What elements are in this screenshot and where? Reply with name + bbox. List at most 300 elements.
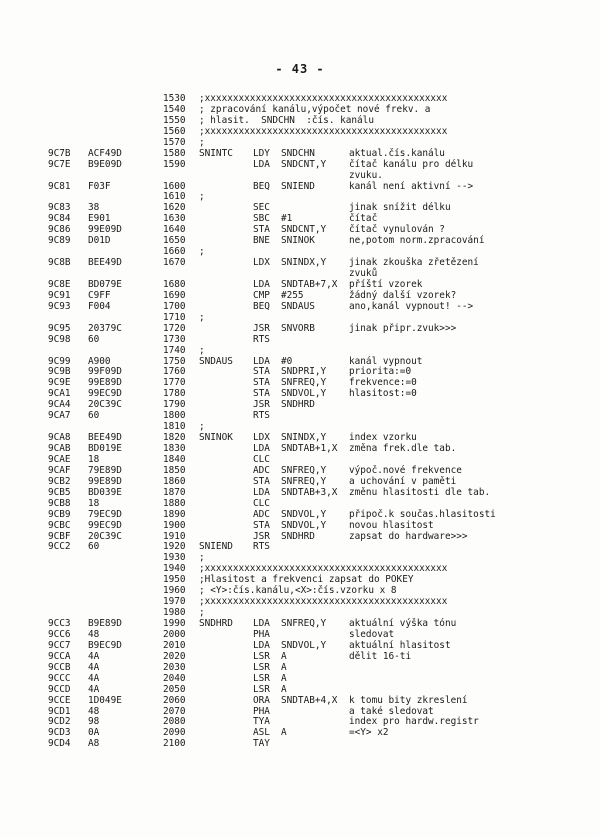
listing-line	[48, 707, 593, 718]
line-number: 1830	[163, 443, 186, 454]
line-address: 9C83	[48, 202, 71, 214]
line-machine-code: BD039E	[88, 486, 122, 498]
line-comment: aktuální výška tónu	[349, 618, 457, 629]
line-machine-code: 98	[88, 716, 100, 728]
line-number: 1740	[163, 344, 186, 356]
line-number: 1870	[163, 486, 186, 498]
line-address: 9CB5	[48, 486, 71, 498]
line-number: 1770	[163, 377, 186, 389]
listing-line	[48, 324, 593, 335]
line-number: 1890	[163, 508, 186, 520]
line-operand: SNDVOL,Y	[281, 519, 327, 531]
line-machine-code: 60	[88, 410, 100, 422]
line-machine-code: 48	[88, 628, 100, 640]
line-opcode: LSR	[253, 661, 270, 673]
line-operand: A	[281, 727, 287, 739]
line-opcode: LSR	[253, 672, 270, 684]
line-opcode: LDA	[253, 639, 270, 651]
listing-line	[48, 641, 593, 652]
listing-line	[48, 258, 593, 269]
line-address: 9C8E	[48, 278, 71, 290]
line-address: 9CA7	[48, 410, 71, 422]
line-comment: připoč.k součas.hlasitosti	[349, 508, 496, 520]
line-comment: změna frek.dle tab.	[349, 443, 457, 454]
line-comment-text: ;xxxxxxxxxxxxxxxxxxxxxxxxxxxxxxxxxxxxxxxxxxx	[199, 596, 448, 608]
line-address: 9CC3	[48, 618, 71, 629]
line-comment: sledovat	[349, 628, 395, 640]
line-operand: SNDHRD	[281, 399, 315, 411]
line-address: 9C98	[48, 333, 71, 345]
listing-line	[48, 127, 593, 138]
line-machine-code: 0A	[88, 727, 100, 739]
page-number: - 43 -	[275, 62, 325, 76]
line-number: 1580	[163, 147, 186, 159]
listing-line	[48, 510, 593, 521]
line-machine-code: 99E89D	[88, 475, 122, 487]
line-label: SNIEND	[199, 541, 233, 553]
line-machine-code: B9E89D	[88, 618, 122, 629]
line-operand: SNFREQ,Y	[281, 618, 327, 629]
line-number: 1950	[163, 574, 186, 586]
line-comment: index pro hardw.registr	[349, 716, 479, 728]
listing-line	[48, 674, 593, 685]
line-number: 1910	[163, 530, 186, 542]
line-machine-code: 38	[88, 202, 100, 214]
line-opcode: PHA	[253, 628, 270, 640]
line-comment-text: ;	[199, 246, 205, 258]
line-machine-code: 99EC9D	[88, 519, 122, 531]
line-operand: A	[281, 683, 287, 695]
line-comment: ano,kanál vypnout! -->	[349, 300, 474, 312]
listing-line	[48, 313, 593, 324]
line-comment: jinak připr.zvuk>>>	[349, 322, 457, 334]
line-machine-code: B9E09D	[88, 158, 122, 170]
line-opcode: LSR	[253, 650, 270, 662]
line-machine-code: BD019E	[88, 443, 122, 454]
listing-line	[48, 400, 593, 411]
line-number: 1970	[163, 596, 186, 608]
line-machine-code: 20C39C	[88, 399, 122, 411]
line-opcode: CLC	[253, 453, 270, 465]
line-comment: čítač kanálu pro délku	[349, 158, 474, 170]
line-number: 2020	[163, 650, 186, 662]
line-comment-text: ;	[199, 421, 205, 433]
line-operand: SNINDX,Y	[281, 257, 327, 269]
line-operand: SNFREQ,Y	[281, 377, 327, 389]
line-number: 1550	[163, 114, 186, 126]
line-machine-code: 99E09D	[88, 224, 122, 236]
line-operand: A	[281, 650, 287, 662]
listing-line	[48, 444, 593, 455]
line-comment: čítač	[349, 213, 378, 225]
line-machine-code: 4A	[88, 650, 100, 662]
line-opcode: LDA	[253, 158, 270, 170]
listing-line	[48, 411, 593, 422]
line-operand: SNDHRD	[281, 530, 315, 542]
line-address: 9CBC	[48, 519, 71, 531]
line-address: 9CCA	[48, 650, 71, 662]
line-opcode: LDX	[253, 432, 270, 444]
line-opcode: LDA	[253, 278, 270, 290]
line-comment-text: ;xxxxxxxxxxxxxxxxxxxxxxxxxxxxxxxxxxxxxxxxxxx	[199, 563, 448, 575]
listing-line	[48, 663, 593, 674]
line-opcode: BEQ	[253, 300, 270, 312]
line-operand: SNDCHN	[281, 147, 315, 159]
line-comment: čítač vynulován ?	[349, 224, 445, 236]
line-number: 1600	[163, 180, 186, 192]
listing-line	[48, 488, 593, 499]
line-address: 9CD1	[48, 705, 71, 717]
listing-line	[48, 619, 593, 630]
line-address: 9CB8	[48, 497, 71, 509]
line-address: 9C91	[48, 289, 71, 301]
line-number: 1640	[163, 224, 186, 236]
line-label: SNINOK	[199, 432, 233, 444]
line-machine-code: D01D	[88, 235, 111, 247]
line-operand: SNDCNT,Y	[281, 158, 327, 170]
line-operand: SNVORB	[281, 322, 315, 334]
line-opcode: STA	[253, 377, 270, 389]
line-number: 1800	[163, 410, 186, 422]
line-operand: SNIEND	[281, 180, 315, 192]
line-number: 2000	[163, 628, 186, 640]
listing-line	[48, 542, 593, 553]
line-address: 9C95	[48, 322, 71, 334]
line-address: 9CAE	[48, 453, 71, 465]
line-number: 1820	[163, 432, 186, 444]
line-opcode: RTS	[253, 541, 270, 553]
line-operand: SNFREQ,Y	[281, 464, 327, 476]
line-number: 1620	[163, 202, 186, 214]
line-machine-code: 99EC9D	[88, 388, 122, 400]
line-number: 1930	[163, 552, 186, 564]
listing-line	[48, 521, 593, 532]
line-comment-text: ; hlasit. SNDCHN :čís. kanálu	[199, 114, 374, 126]
line-machine-code: BEE49D	[88, 432, 122, 444]
listing-line	[48, 685, 593, 696]
line-number: 2070	[163, 705, 186, 717]
line-opcode: TAY	[253, 738, 270, 750]
line-comment-text: ;	[199, 607, 205, 619]
line-number: 2040	[163, 672, 186, 684]
line-address: 9CCD	[48, 683, 71, 695]
line-address: 9C86	[48, 224, 71, 236]
line-comment: žádný další vzorek?	[349, 289, 457, 301]
line-machine-code: BEE49D	[88, 257, 122, 269]
line-opcode: LDA	[253, 486, 270, 498]
line-operand: A	[281, 661, 287, 673]
line-machine-code: 20C39C	[88, 530, 122, 542]
listing-line	[48, 149, 593, 160]
line-comment-text: ;	[199, 311, 205, 323]
line-machine-code: 79E89D	[88, 464, 122, 476]
line-machine-code: B9EC9D	[88, 639, 122, 651]
line-address: 9C7E	[48, 158, 71, 170]
line-comment: kanál vypnout	[349, 355, 423, 367]
line-operand: SNDVOL,Y	[281, 639, 327, 651]
line-machine-code: 48	[88, 705, 100, 717]
line-number: 1780	[163, 388, 186, 400]
line-comment: aktuální hlasitost	[349, 639, 451, 651]
line-opcode: RTS	[253, 410, 270, 422]
line-address: 9CD3	[48, 727, 71, 739]
listing-line	[48, 236, 593, 247]
line-number: 1650	[163, 235, 186, 247]
line-number: 1700	[163, 300, 186, 312]
line-number: 2090	[163, 727, 186, 739]
line-opcode: STA	[253, 224, 270, 236]
line-address: 9CC6	[48, 628, 71, 640]
line-operand: SNINOK	[281, 235, 315, 247]
line-number: 1570	[163, 136, 186, 148]
line-comment: novou hlasitost	[349, 519, 434, 531]
line-opcode: ASL	[253, 727, 270, 739]
line-address: 9CCE	[48, 694, 71, 706]
line-comment: zapsat do hardware>>>	[349, 530, 468, 542]
line-machine-code: C9FF	[88, 289, 111, 301]
line-number: 1760	[163, 366, 186, 378]
line-label: SNDAUS	[199, 355, 233, 367]
line-operand: A	[281, 672, 287, 684]
line-address: 9CB9	[48, 508, 71, 520]
listing-line	[48, 160, 593, 171]
listing-line	[48, 728, 593, 739]
line-comment-text: ; <Y>:čís.kanálu,<X>:čís.vzorku x 8	[199, 585, 397, 597]
line-opcode: ADC	[253, 508, 270, 520]
listing-line	[48, 192, 593, 203]
line-opcode: CLC	[253, 497, 270, 509]
line-machine-code: A900	[88, 355, 111, 367]
line-operand: SNDAUS	[281, 300, 315, 312]
line-comment: jinak zkouška zřetězení	[349, 257, 479, 269]
line-machine-code: 99E89D	[88, 377, 122, 389]
line-address: 9C99	[48, 355, 71, 367]
line-address: 9C84	[48, 213, 71, 225]
line-comment: aktual.čís.kanálu	[349, 147, 445, 159]
line-number: 1940	[163, 563, 186, 575]
line-machine-code: 1D049E	[88, 694, 122, 706]
line-opcode: STA	[253, 475, 270, 487]
line-number: 1990	[163, 618, 186, 629]
line-number: 2060	[163, 694, 186, 706]
line-opcode: LDA	[253, 618, 270, 629]
line-address: 9CD4	[48, 738, 71, 750]
listing-line	[48, 182, 593, 193]
line-address: 9C93	[48, 300, 71, 312]
line-machine-code: 4A	[88, 683, 100, 695]
line-number: 2080	[163, 716, 186, 728]
line-opcode: LDA	[253, 355, 270, 367]
line-opcode: LDY	[253, 147, 270, 159]
listing-line	[48, 597, 593, 608]
line-comment-text: ;	[199, 552, 205, 564]
listing-line	[48, 280, 593, 291]
line-machine-code: 4A	[88, 661, 100, 673]
line-opcode: RTS	[253, 333, 270, 345]
listing-line	[48, 389, 593, 400]
line-comment-text: ;	[199, 136, 205, 148]
line-address: 9CA4	[48, 399, 71, 411]
line-opcode: STA	[253, 366, 270, 378]
line-opcode: JSR	[253, 322, 270, 334]
line-number: 1670	[163, 257, 186, 269]
line-machine-code: 99F09D	[88, 366, 122, 378]
line-operand: SNDTAB+4,X	[281, 694, 338, 706]
line-machine-code: F004	[88, 300, 111, 312]
line-comment: k tomu bity zkreslení	[349, 694, 468, 706]
line-address: 9C7B	[48, 147, 71, 159]
line-address: 9C9E	[48, 377, 71, 389]
line-label: SNDHRD	[199, 618, 233, 629]
line-operand: SNDPRI,Y	[281, 366, 327, 378]
line-number: 1680	[163, 278, 186, 290]
line-comment: dělit 16-ti	[349, 650, 412, 662]
line-address: 9CAF	[48, 464, 71, 476]
line-number: 1660	[163, 246, 186, 258]
line-comment-text: ; zpracování kanálu,výpočet nové frekv. a	[199, 103, 431, 115]
line-comment: jinak snížit délku	[349, 202, 451, 214]
line-opcode: BNE	[253, 235, 270, 247]
line-machine-code: 4A	[88, 672, 100, 684]
line-number: 2100	[163, 738, 186, 750]
listing-line	[48, 499, 593, 510]
line-opcode: SBC	[253, 213, 270, 225]
line-number: 1690	[163, 289, 186, 301]
line-address: 9CA1	[48, 388, 71, 400]
line-address: 9CBF	[48, 530, 71, 542]
line-operand: #0	[281, 355, 293, 367]
line-opcode: LSR	[253, 683, 270, 695]
line-comment: zvuku.	[349, 169, 383, 181]
line-opcode: SEC	[253, 202, 270, 214]
line-number: 1900	[163, 519, 186, 531]
line-opcode: LDX	[253, 257, 270, 269]
line-opcode: STA	[253, 519, 270, 531]
line-operand: SNDTAB+1,X	[281, 443, 338, 454]
line-number: 1980	[163, 607, 186, 619]
line-address: 9CAB	[48, 443, 71, 454]
assembly-listing	[48, 94, 593, 829]
line-number: 1630	[163, 213, 186, 225]
line-number: 2030	[163, 661, 186, 673]
line-comment: kanál není aktivní -->	[349, 180, 474, 192]
line-number: 1920	[163, 541, 186, 553]
line-comment-text: ;Hlasitost a frekvenci zapsat do POKEY	[199, 574, 414, 586]
listing-line	[48, 532, 593, 543]
line-address: 9CB2	[48, 475, 71, 487]
line-machine-code: A8	[88, 738, 100, 750]
line-address: 9C89	[48, 235, 71, 247]
line-opcode: JSR	[253, 399, 270, 411]
line-operand: #1	[281, 213, 293, 225]
line-comment: hlasitost:=0	[349, 388, 417, 400]
line-comment: =<Y> x2	[349, 727, 389, 739]
listing-line	[48, 138, 593, 149]
line-operand: SNDTAB+7,X	[281, 278, 338, 290]
line-address: 9CCC	[48, 672, 71, 684]
line-comment-text: ;	[199, 191, 205, 203]
line-machine-code: ACF49D	[88, 147, 122, 159]
line-number: 1560	[163, 125, 186, 137]
line-number: 1610	[163, 191, 186, 203]
line-operand: SNINDX,Y	[281, 432, 327, 444]
line-machine-code: 60	[88, 541, 100, 553]
line-opcode: STA	[253, 388, 270, 400]
line-address: 9CCB	[48, 661, 71, 673]
line-number: 1540	[163, 103, 186, 115]
listing-line	[48, 302, 593, 313]
line-opcode: BEQ	[253, 180, 270, 192]
line-comment: a uchování v paměti	[349, 475, 457, 487]
line-machine-code: BD079E	[88, 278, 122, 290]
line-opcode: TYA	[253, 716, 270, 728]
line-comment-text: ;xxxxxxxxxxxxxxxxxxxxxxxxxxxxxxxxxxxxxxxxxxx	[199, 93, 448, 104]
line-number: 2010	[163, 639, 186, 651]
line-opcode: CMP	[253, 289, 270, 301]
line-opcode: PHA	[253, 705, 270, 717]
line-address: 9CC7	[48, 639, 71, 651]
line-machine-code: 20379C	[88, 322, 122, 334]
line-number: 1840	[163, 453, 186, 465]
line-machine-code: 18	[88, 497, 100, 509]
line-comment: změnu hlasitosti dle tab.	[349, 486, 491, 498]
listing-line	[48, 739, 593, 750]
line-comment-text: ;xxxxxxxxxxxxxxxxxxxxxxxxxxxxxxxxxxxxxxxxxxx	[199, 125, 448, 137]
line-comment: index vzorku	[349, 432, 417, 444]
listing-line	[48, 225, 593, 236]
line-address: 9CC2	[48, 541, 71, 553]
line-number: 1960	[163, 585, 186, 597]
line-number: 1860	[163, 475, 186, 487]
listing-line	[48, 171, 593, 182]
listing-line	[48, 717, 593, 728]
line-number: 1810	[163, 421, 186, 433]
line-comment: zvuků	[349, 268, 378, 279]
line-address: 9C9B	[48, 366, 71, 378]
line-address: 9C81	[48, 180, 71, 192]
line-comment: frekvence:=0	[349, 377, 417, 389]
line-opcode: JSR	[253, 530, 270, 542]
line-comment: a také sledovat	[349, 705, 434, 717]
line-number: 1710	[163, 311, 186, 323]
line-operand: #255	[281, 289, 304, 301]
line-machine-code: 79EC9D	[88, 508, 122, 520]
listing-line	[48, 346, 593, 357]
listing-line	[48, 696, 593, 707]
listing-line	[48, 291, 593, 302]
line-machine-code: 18	[88, 453, 100, 465]
line-operand: SNDCNT,Y	[281, 224, 327, 236]
line-number: 1790	[163, 399, 186, 411]
line-comment: ne,potom norm.zpracování	[349, 235, 485, 247]
line-machine-code: E901	[88, 213, 111, 225]
line-comment: příští vzorek	[349, 278, 423, 290]
line-opcode: ADC	[253, 464, 270, 476]
line-number: 1730	[163, 333, 186, 345]
line-number: 1530	[163, 93, 186, 104]
line-number: 1590	[163, 158, 186, 170]
line-address: 9CD2	[48, 716, 71, 728]
line-number: 1720	[163, 322, 186, 334]
line-number: 2050	[163, 683, 186, 695]
line-label: SNINTC	[199, 147, 233, 159]
line-operand: SNDVOL,Y	[281, 508, 327, 520]
line-opcode: LDA	[253, 443, 270, 454]
listing-line	[48, 335, 593, 346]
line-comment-text: ;	[199, 344, 205, 356]
line-opcode: ORA	[253, 694, 270, 706]
line-number: 1880	[163, 497, 186, 509]
